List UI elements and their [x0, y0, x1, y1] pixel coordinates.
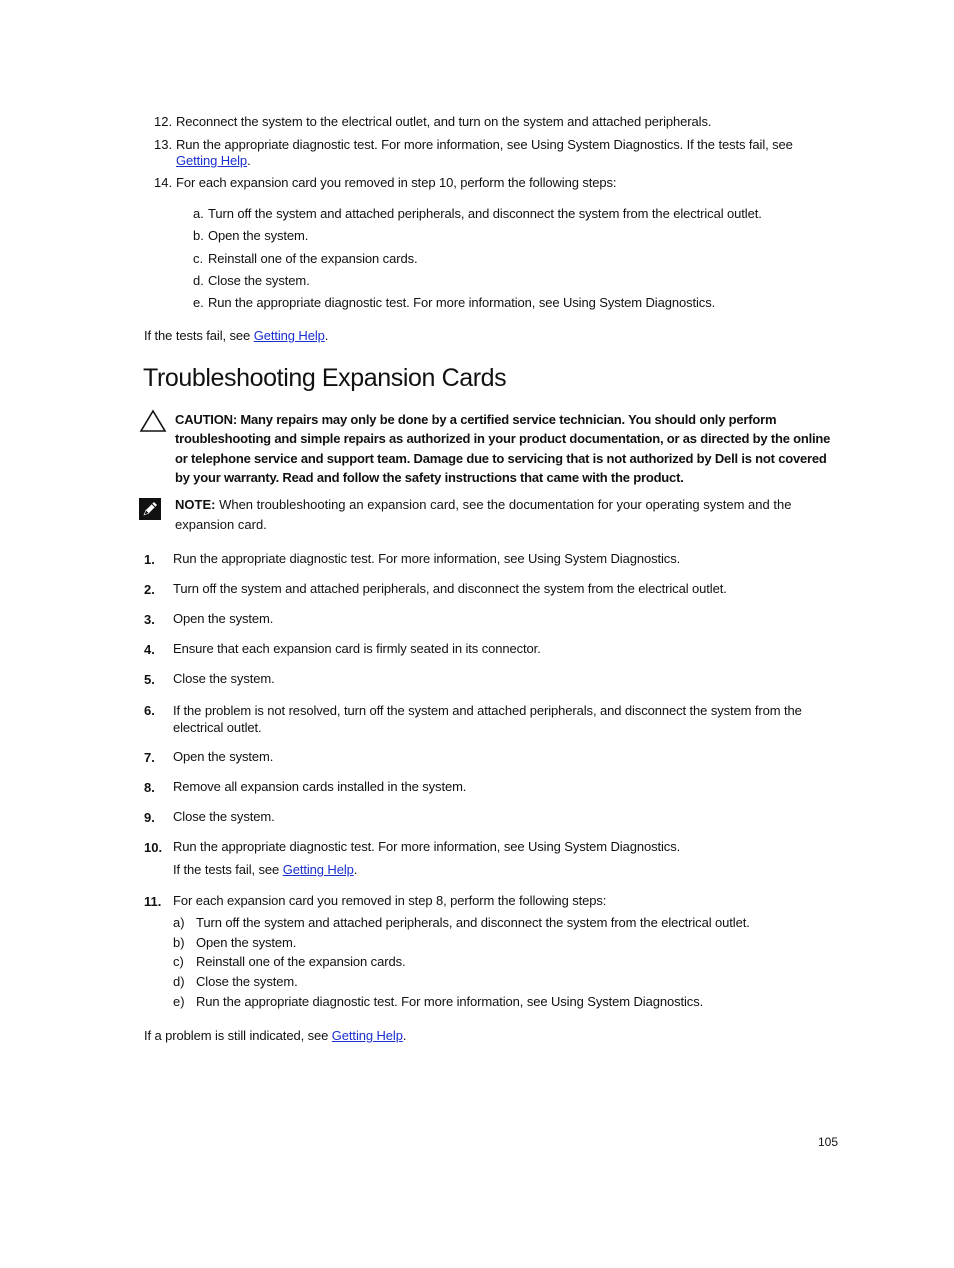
getting-help-link[interactable]: Getting Help — [331, 1028, 403, 1043]
step-number: 7. — [144, 750, 155, 765]
tests-fail-text: If the tests fail, see — [173, 862, 283, 877]
step-number: 2. — [144, 582, 155, 597]
tests-fail-text: If the tests fail, see — [144, 328, 254, 343]
substep-text: Open the system. — [208, 228, 309, 243]
final-line — [144, 1028, 406, 1044]
step-text: Ensure that each expansion card is firmly seated in its connector. — [173, 641, 541, 656]
tests-fail-line — [144, 328, 328, 344]
page-number: 105 — [818, 1135, 839, 1149]
step-number: 13. — [154, 137, 173, 152]
step-text: For each expansion card you removed in step 8, perform the following steps: — [173, 893, 607, 908]
note-text — [175, 495, 840, 535]
step-link-line — [176, 153, 251, 169]
step-number: 10. — [144, 840, 163, 855]
step-number: 11. — [144, 894, 162, 909]
step-number: 12. — [154, 114, 173, 129]
step-number: 14. — [154, 175, 173, 190]
step-text: Remove all expansion cards installed in the system. — [173, 779, 467, 794]
punctuation: . — [402, 1028, 407, 1043]
caution-text: CAUTION: Many repairs may only be done by a certified service technician. You should only perform troubleshooting and simple repairs as authorized in your product documentation, or as directed by the online or telephone service and support team. Damage due to servicing that is not authorized by Dell is not covered by your warranty. Read and follow the safety instructions that came with the product. — [175, 412, 831, 485]
step-number: 3. — [144, 612, 155, 627]
step-text: If the problem is not resolved, turn off the system and attached peripherals, and disconnect the system from the electrical outlet. — [173, 703, 802, 735]
pencil-note-icon — [139, 498, 161, 520]
getting-help-link[interactable]: Getting Help — [176, 153, 248, 168]
punctuation: . — [324, 328, 329, 343]
getting-help-link[interactable]: Getting Help — [282, 862, 354, 877]
substep-text: Reinstall one of the expansion cards. — [196, 954, 406, 969]
substep-label: d) — [173, 974, 185, 989]
step-text: Close the system. — [173, 671, 275, 686]
step-number: 8. — [144, 780, 155, 795]
step-number: 6. — [144, 703, 155, 718]
punctuation: . — [353, 862, 358, 877]
substep-label: e) — [173, 994, 185, 1009]
substep-label: b) — [173, 935, 185, 950]
substep-label: d. — [193, 273, 204, 288]
punctuation: . — [247, 153, 251, 168]
substep-text: Turn off the system and attached peripherals, and disconnect the system from the electrical outlet. — [196, 915, 750, 930]
substep-label: e. — [193, 295, 204, 310]
substep-label: b. — [193, 228, 204, 243]
note-label: NOTE: — [175, 497, 216, 512]
substep-text: Reinstall one of the expansion cards. — [208, 251, 418, 266]
step-text: For each expansion card you removed in step 10, perform the following steps: — [176, 175, 617, 190]
substep-label: c) — [173, 954, 184, 969]
step-text: Close the system. — [173, 809, 275, 824]
step-number: 4. — [144, 642, 155, 657]
step-text: Turn off the system and attached peripherals, and disconnect the system from the electrical outlet. — [173, 581, 727, 596]
step-number: 1. — [144, 552, 155, 567]
section-title: Troubleshooting Expansion Cards — [143, 364, 507, 392]
step-text: Open the system. — [173, 611, 274, 626]
getting-help-link[interactable]: Getting Help — [253, 328, 325, 343]
substep-text: Close the system. — [196, 974, 298, 989]
final-text: If a problem is still indicated, see — [144, 1028, 332, 1043]
step-text: Run the appropriate diagnostic test. For more information, see Using System Diagnostics. If the tests fail, see — [176, 137, 793, 152]
tests-fail-line — [173, 862, 357, 878]
substep-label: a) — [173, 915, 185, 930]
step-number: 5. — [144, 672, 155, 687]
substep-text: Run the appropriate diagnostic test. For more information, see Using System Diagnostics. — [208, 295, 716, 310]
substep-text: Open the system. — [196, 935, 297, 950]
step-text: Run the appropriate diagnostic test. For more information, see Using System Diagnostics. — [173, 839, 681, 854]
substep-label: c. — [193, 251, 204, 266]
step-text: Run the appropriate diagnostic test. For more information, see Using System Diagnostics. — [173, 551, 681, 566]
step-text: Reconnect the system to the electrical outlet, and turn on the system and attached peripherals. — [176, 114, 712, 129]
substep-text: Close the system. — [208, 273, 310, 288]
step-number: 9. — [144, 810, 155, 825]
warning-triangle-icon — [139, 409, 167, 433]
step-text: Open the system. — [173, 749, 274, 764]
substep-label: a. — [193, 206, 204, 221]
substep-text: Turn off the system and attached peripherals, and disconnect the system from the electrical outlet. — [208, 206, 762, 221]
substep-text: Run the appropriate diagnostic test. For more information, see Using System Diagnostics. — [196, 994, 704, 1009]
note-body: When troubleshooting an expansion card, see the documentation for your operating system and the expansion card. — [175, 497, 792, 532]
